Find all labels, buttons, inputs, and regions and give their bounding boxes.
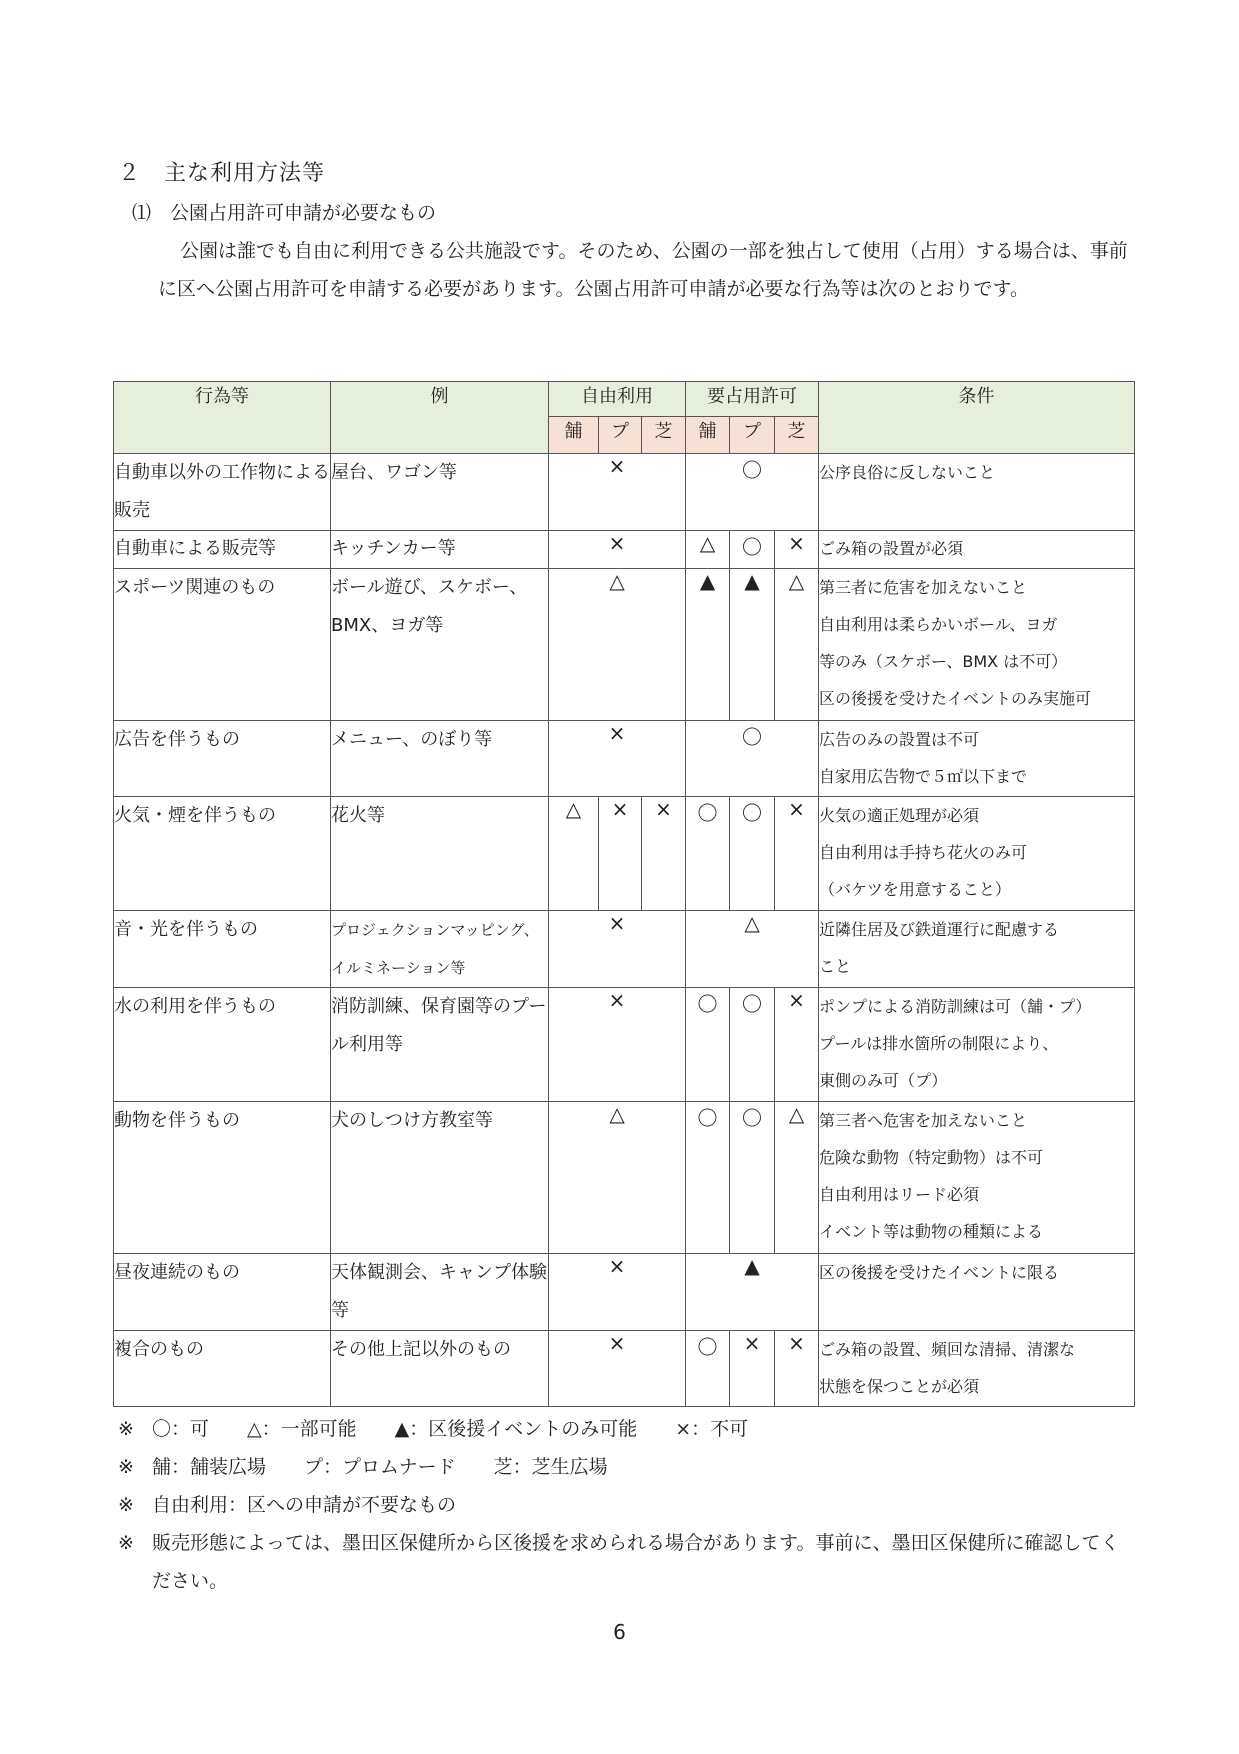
permit-mark-promenade: 〇: [730, 988, 775, 1102]
condition-cell: [819, 1331, 1135, 1407]
free-use-mark-lawn: ×: [642, 797, 686, 911]
condition-line: イベント等は動物の種類による: [819, 1222, 1044, 1241]
activity-cell: 火気・煙を伴うもの: [114, 797, 331, 911]
activity-cell: 広告を伴うもの: [114, 721, 331, 797]
header-activity: 行為等: [114, 382, 331, 454]
condition-line: （バケツを用意すること）: [819, 880, 1011, 899]
subheader-promenade: プ: [730, 417, 775, 454]
condition-cell: [819, 911, 1135, 988]
condition-cell: [819, 1254, 1135, 1331]
condition-line: 自由利用は手持ち花火のみ可: [819, 843, 1028, 862]
notes: [118, 1410, 1138, 1600]
usage-table: [113, 381, 1135, 1407]
example-cell: メニュー、のぼり等: [331, 721, 549, 797]
condition-line: 東側のみ可（プ）: [819, 1071, 948, 1090]
condition-line: 第三者へ危害を加えないこと: [819, 1111, 1028, 1130]
permit-mark-paved: 〇: [686, 1102, 730, 1254]
condition-line: こと: [819, 957, 852, 976]
permit-mark-promenade: 〇: [730, 531, 775, 569]
permit-mark-paved: 〇: [686, 988, 730, 1102]
condition-cell: [819, 454, 1135, 531]
header-permit: 要占用許可: [686, 382, 819, 417]
subheader-paved: 舗: [686, 417, 730, 454]
condition-line: 状態を保つことが必須: [819, 1377, 980, 1396]
table-row: [114, 569, 1135, 721]
example-cell: 花火等: [331, 797, 549, 911]
note-item: [118, 1524, 1138, 1600]
note-free-use: 自由利用：区への申請が不要なもの: [152, 1494, 457, 1516]
note-mark: ※: [118, 1532, 134, 1554]
permit-mark-promenade: 〇: [730, 1102, 775, 1254]
note-item: [118, 1486, 1138, 1524]
subheader-promenade: プ: [599, 417, 642, 454]
permit-mark: △: [686, 911, 819, 988]
condition-line: 公序良俗に反しないこと: [819, 463, 996, 482]
table-row: [114, 797, 1135, 911]
activity-cell: スポーツ関連のもの: [114, 569, 331, 721]
note-item: [118, 1410, 1138, 1448]
free-use-mark: ×: [549, 531, 686, 569]
condition-line: ポンプによる消防訓練は可（舗・プ）: [819, 997, 1092, 1016]
condition-cell: [819, 797, 1135, 911]
permit-mark-promenade: ×: [730, 1331, 775, 1407]
intro-paragraph: 公園は誰でも自由に利用できる公共施設です。そのため、公園の一部を独占して使用（占用）する場合は、事前に区へ公園占用許可を申請する必要があります。公園占用許可申請が必要な行為等は次のとおりです。: [158, 240, 1128, 300]
activity-cell: 音・光を伴うもの: [114, 911, 331, 988]
header-example: 例: [331, 382, 549, 454]
free-use-mark-promenade: ×: [599, 797, 642, 911]
free-use-mark: ×: [549, 1331, 686, 1407]
free-use-mark: ×: [549, 911, 686, 988]
table-row: [114, 531, 1135, 569]
free-use-mark: ×: [549, 1254, 686, 1331]
activity-cell: 水の利用を伴うもの: [114, 988, 331, 1102]
note-mark: ※: [118, 1494, 134, 1516]
condition-line: 区の後援を受けたイベントに限る: [819, 1263, 1060, 1282]
permit-mark-lawn: ×: [775, 1331, 819, 1407]
activity-cell: 昼夜連続のもの: [114, 1254, 331, 1331]
table-row: [114, 721, 1135, 797]
condition-line: 火気の適正処理が必須: [819, 806, 980, 825]
condition-line: 広告のみの設置は不可: [819, 730, 980, 749]
note-abbreviations: 舗：舗装広場 プ：プロムナード 芝：芝生広場: [152, 1456, 608, 1478]
example-cell: 消防訓練、保育園等のプール利用等: [331, 988, 549, 1102]
example-cell: ボール遊び、スケボー、BMX、ヨガ等: [331, 569, 549, 721]
header-condition: 条件: [819, 382, 1135, 454]
permit-mark-lawn: △: [775, 1102, 819, 1254]
section-title: ２ 主な利用方法等: [118, 161, 326, 186]
example-cell: 屋台、ワゴン等: [331, 454, 549, 531]
subheader-lawn: 芝: [775, 417, 819, 454]
header-free-use: 自由利用: [549, 382, 686, 417]
condition-line: 区の後援を受けたイベントのみ実施可: [819, 689, 1092, 708]
subheader-lawn: 芝: [642, 417, 686, 454]
page-number: 6: [613, 1620, 626, 1644]
example-cell: キッチンカー等: [331, 531, 549, 569]
permit-mark-lawn: △: [775, 569, 819, 721]
table-row: [114, 1331, 1135, 1407]
table-row: [114, 1254, 1135, 1331]
note-item: [118, 1448, 1138, 1486]
permit-mark-paved: △: [686, 531, 730, 569]
condition-cell: [819, 988, 1135, 1102]
permit-mark-paved: ▲: [686, 569, 730, 721]
permit-mark: 〇: [686, 454, 819, 531]
free-use-mark-paved: △: [549, 797, 599, 911]
activity-cell: 自動車による販売等: [114, 531, 331, 569]
condition-line: 等のみ（スケボー、BMX は不可）: [819, 652, 1068, 671]
permit-mark-paved: 〇: [686, 797, 730, 911]
condition-line: ごみ箱の設置が必須: [819, 539, 964, 558]
example-cell: プロジェクションマッピング、イルミネーション等: [331, 911, 549, 988]
permit-mark: 〇: [686, 721, 819, 797]
condition-line: ごみ箱の設置、頻回な清掃、清潔な: [819, 1340, 1076, 1359]
permit-mark-lawn: ×: [775, 988, 819, 1102]
activity-cell: 動物を伴うもの: [114, 1102, 331, 1254]
condition-line: 自由利用は柔らかいボール、ヨガ: [819, 615, 1058, 634]
activity-cell: 自動車以外の工作物による販売: [114, 454, 331, 531]
free-use-mark: △: [549, 569, 686, 721]
condition-cell: [819, 721, 1135, 797]
subheader-paved: 舗: [549, 417, 599, 454]
free-use-mark: ×: [549, 721, 686, 797]
note-legend: 〇：可 △：一部可能 ▲：区後援イベントのみ可能 ×：不可: [152, 1418, 749, 1440]
condition-line: 危険な動物（特定動物）は不可: [819, 1148, 1044, 1167]
activity-cell: 複合のもの: [114, 1331, 331, 1407]
permit-mark-lawn: ×: [775, 797, 819, 911]
permit-mark-promenade: 〇: [730, 797, 775, 911]
free-use-mark: ×: [549, 454, 686, 531]
condition-line: 近隣住居及び鉄道運行に配慮する: [819, 920, 1060, 939]
subsection-title: ⑴ 公園占用許可申請が必要なもの: [132, 202, 437, 224]
table-row: [114, 988, 1135, 1102]
permit-mark: ▲: [686, 1254, 819, 1331]
note-mark: ※: [118, 1456, 134, 1478]
condition-line: 自家用広告物で５㎡以下まで: [819, 767, 1028, 786]
note-health-center: 販売形態によっては、墨田区保健所から区後援を求められる場合があります。事前に、墨田区保健所に確認してください。: [152, 1532, 1120, 1592]
table-row: [114, 1102, 1135, 1254]
note-mark: ※: [118, 1418, 134, 1440]
example-cell: 犬のしつけ方教室等: [331, 1102, 549, 1254]
permit-mark-paved: 〇: [686, 1331, 730, 1407]
example-cell: その他上記以外のもの: [331, 1331, 549, 1407]
table-row: [114, 911, 1135, 988]
condition-cell: [819, 1102, 1135, 1254]
condition-line: 自由利用はリード必須: [819, 1185, 980, 1204]
free-use-mark: △: [549, 1102, 686, 1254]
permit-mark-lawn: ×: [775, 531, 819, 569]
permit-mark-promenade: ▲: [730, 569, 775, 721]
condition-line: 第三者に危害を加えないこと: [819, 578, 1028, 597]
example-cell: 天体観測会、キャンプ体験等: [331, 1254, 549, 1331]
condition-line: プールは排水箇所の制限により、: [819, 1034, 1059, 1053]
condition-cell: [819, 531, 1135, 569]
free-use-mark: ×: [549, 988, 686, 1102]
condition-cell: [819, 569, 1135, 721]
table-row: [114, 454, 1135, 531]
